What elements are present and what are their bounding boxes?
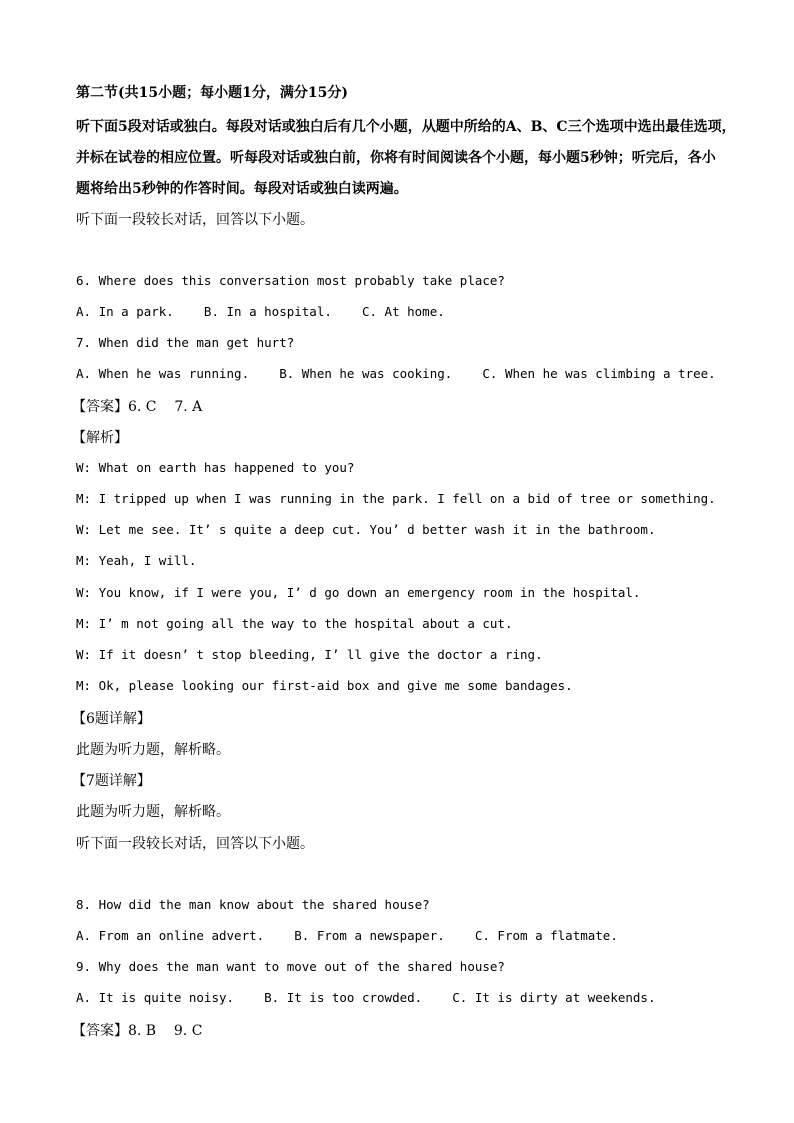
q6-detail: 此题为听力题，解析略。 [76,742,230,758]
question-6: 6. Where does this conversation most probably take place? [76,273,505,288]
dialogue-line-4: M: Yeah, I will. [76,553,197,568]
dialogue-line-5: W: You know, if I were you, I’ d go down an emergency room in the hospital. [76,585,641,600]
analysis-label: 【解析】 [72,430,128,446]
answer-6-7: 【答案】6. C 7. A [72,399,203,415]
instructions-line-1: 听下面5段对话或独白。每段对话或独白后有几个小题，从题中所给的A、B、C三个选项中选出最佳选项， [76,119,736,135]
answer-8-9: 【答案】8. B 9. C [72,1023,203,1039]
question-7: 7. When did the man get hurt? [76,335,295,350]
q6-detail-label: 【6题详解】 [72,711,151,727]
dialogue-line-7: W: If it doesn’ t stop bleeding, I’ ll give the doctor a ring. [76,647,543,662]
section-header: 第二节(共15小题；每小题1分，满分15分) [76,85,348,101]
question-9: 9. Why does the man want to move out of the shared house? [76,959,505,974]
question-7-options: A. When he was running. B. When he was cooking. C. When he was climbing a tree. [76,366,716,381]
group2-intro: 听下面一段较长对话，回答以下小题。 [76,836,314,852]
dialogue-line-1: W: What on earth has happened to you? [76,460,355,475]
question-8-options: A. From an online advert. B. From a newspaper. C. From a flatmate. [76,928,618,943]
q7-detail-label: 【7题详解】 [72,773,151,789]
question-6-options: A. In a park. B. In a hospital. C. At home. [76,304,445,319]
dialogue-line-3: W: Let me see. It’ s quite a deep cut. You’ d better wash it in the bathroom. [76,522,656,537]
question-9-options: A. It is quite noisy. B. It is too crowded. C. It is dirty at weekends. [76,990,656,1005]
instructions-line-2: 并标在试卷的相应位置。听每段对话或独白前，你将有时间阅读各个小题，每小题5秒钟；听完后，各小 [76,150,716,166]
q7-detail: 此题为听力题，解析略。 [76,804,230,820]
dialogue-line-6: M: I’ m not going all the way to the hospital about a cut. [76,616,513,631]
group1-intro: 听下面一段较长对话，回答以下小题。 [76,212,314,228]
question-8: 8. How did the man know about the shared house? [76,897,430,912]
instructions-line-3: 题将给出5秒钟的作答时间。每段对话或独白读两遍。 [76,181,408,197]
dialogue-line-8: M: Ok, please looking our first-aid box and give me some bandages. [76,678,573,693]
dialogue-line-2: M: I tripped up when I was running in the park. I fell on a bid of tree or something. [76,491,716,506]
